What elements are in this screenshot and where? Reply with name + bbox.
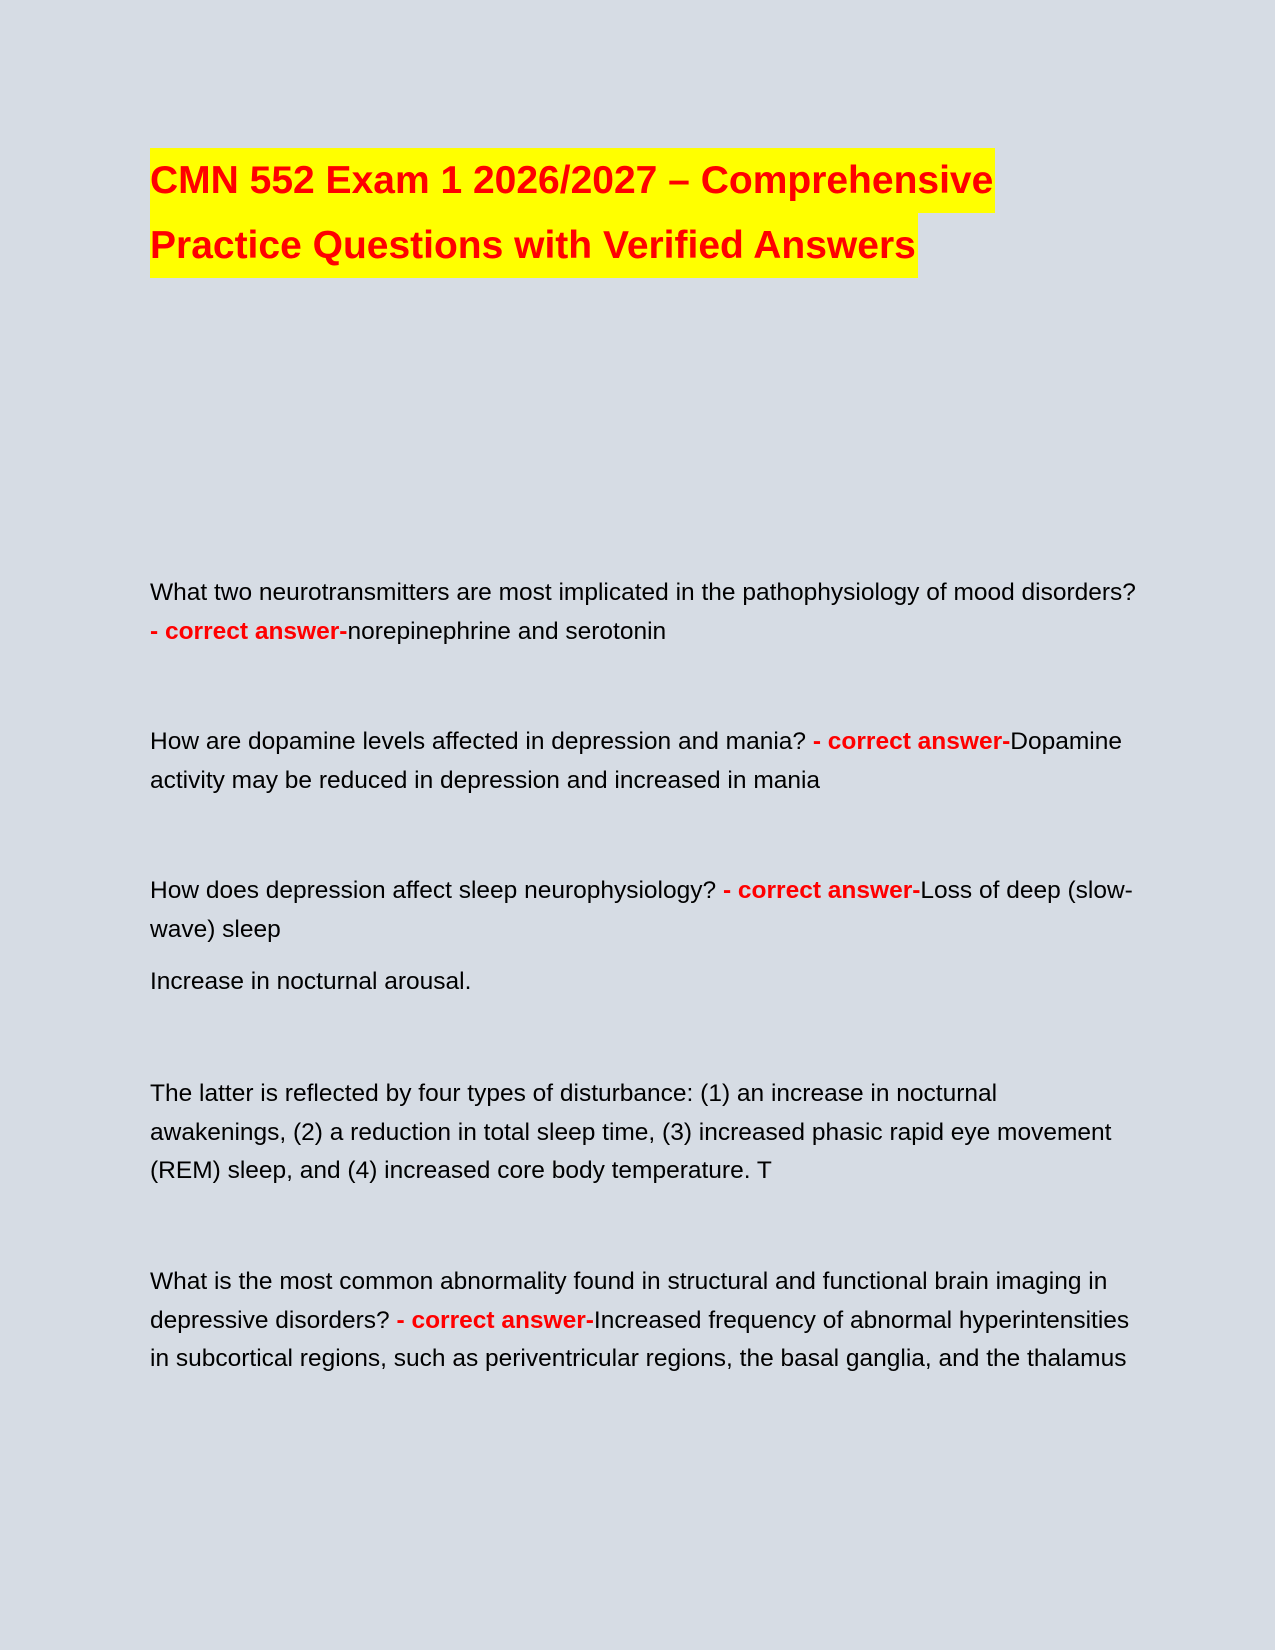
correct-answer-marker: - correct answer- (722, 877, 921, 904)
question-text: What two neurotransmitters are most implicated in the pathophysiology of mood disorders? (150, 579, 1136, 606)
answer-text: Increased frequency of abnormal hyperintensities in subcortical regions, such as periventricular regions, the basal ganglia, and the thalamus (150, 1306, 1130, 1372)
answer-text: Loss of deep (slow-wave) sleep (150, 877, 1133, 943)
qa-item-3-extra-1: Increase in nocturnal arousal. (150, 968, 472, 995)
correct-answer-marker: - correct answer- (812, 728, 1011, 755)
question-text: What is the most common abnormality found in structural and functional brain imaging in depressive disorders? (150, 1268, 1108, 1334)
document-title (150, 148, 1130, 278)
qa-item-3-extra-2: The latter is reflected by four types of disturbance: (1) an increase in nocturnal awakenings, (2) a reduction in total sleep time, (3) increased phasic rapid eye movement (REM) sleep, and (4) increased core body temperature. T (150, 1080, 1112, 1184)
answer-text: norepinephrine and serotonin (347, 617, 667, 645)
correct-answer-marker: - correct answer- (150, 617, 348, 645)
question-text: How does depression affect sleep neurophysiology? (150, 877, 723, 904)
qa-item-4 (150, 1263, 1140, 1379)
correct-answer-marker: - correct answer- (396, 1306, 594, 1334)
question-text: How are dopamine levels affected in depression and mania? (150, 728, 813, 755)
qa-item-1 (150, 574, 1140, 651)
title-line-2: Practice Questions with Verified Answers (150, 213, 918, 278)
answer-text: Dopamine activity may be reduced in depression and increased in mania (150, 728, 1122, 794)
qa-item-2 (150, 723, 1140, 800)
qa-item-3 (150, 872, 1140, 949)
title-line-1: CMN 552 Exam 1 2026/2027 – Comprehensive (150, 148, 995, 213)
